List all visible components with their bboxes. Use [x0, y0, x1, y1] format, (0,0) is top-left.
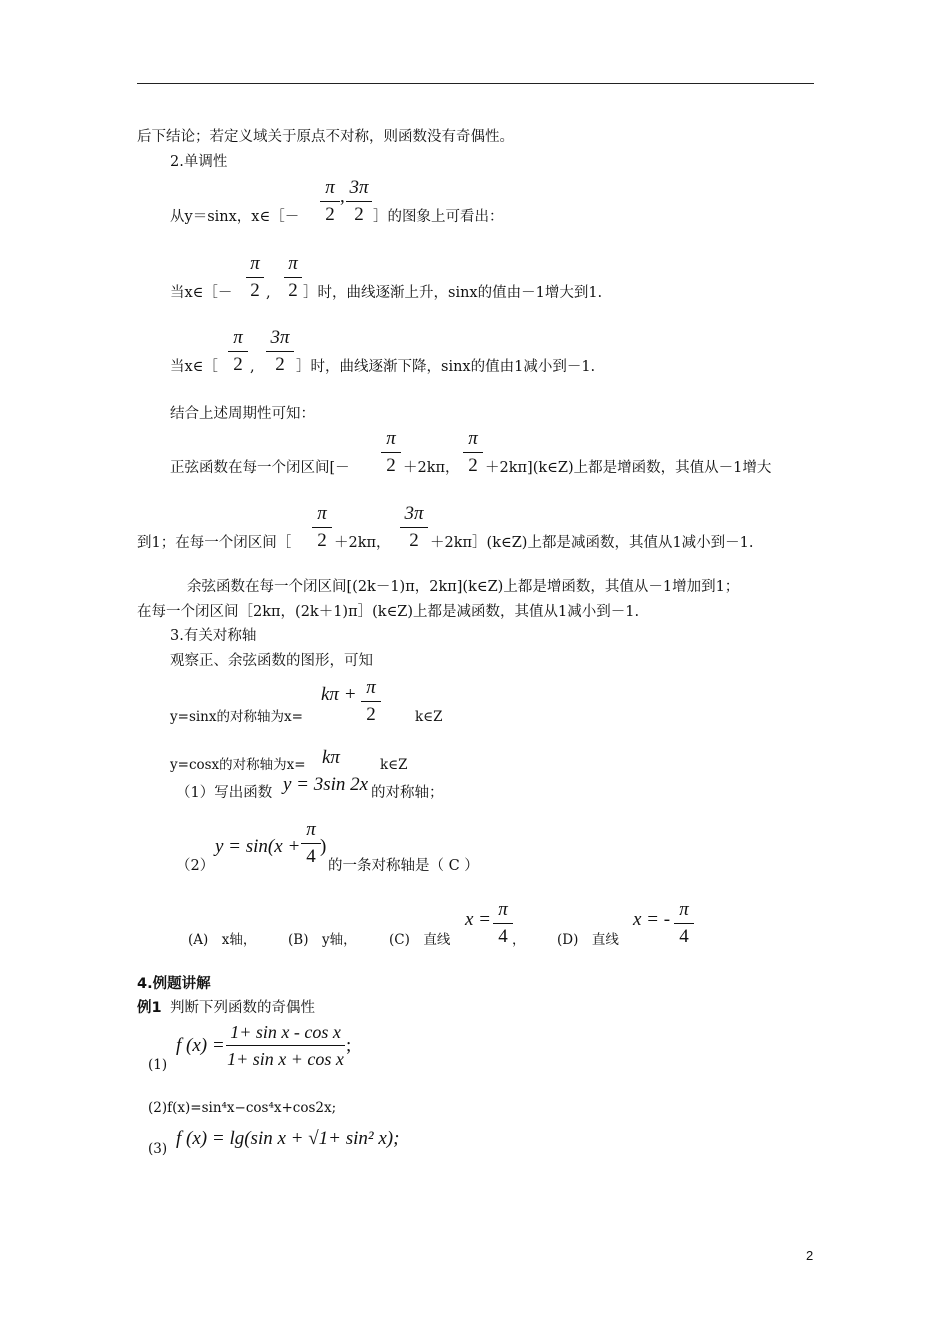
text-line: ＋2kπ］(k∈Z)上都是减函数，其值从1减小到－1. — [430, 535, 754, 551]
text-line: ］时，曲线逐渐下降，sinx的值由1减小到－1. — [296, 359, 596, 375]
text-line: y=cosx的对称轴为x= — [170, 757, 306, 773]
choice-d: (D) 直线 — [557, 932, 619, 948]
text-line: k∈Z — [415, 709, 443, 725]
header-rule — [137, 83, 814, 84]
fraction-pi-4: π 4 — [301, 819, 321, 868]
item-label: (1) — [148, 1057, 168, 1073]
section-heading: 4.例题讲解 — [137, 976, 211, 992]
section-heading: 3.有关对称轴 — [170, 628, 257, 644]
text-line: ］时，曲线逐渐上升，sinx的值由－1增大到1. — [303, 285, 603, 301]
fraction-pi-2: π 2 — [381, 428, 401, 477]
text-line: ＋2kπ， — [403, 460, 460, 476]
fraction-3pi-2: 3π 2 — [266, 327, 294, 376]
page-number: 2 — [806, 1248, 814, 1263]
math-semicolon: ; — [346, 1035, 352, 1056]
item-label: (3) — [148, 1141, 168, 1157]
fraction-pi-2: π 2 — [228, 327, 248, 376]
choice-c: (C) 直线 — [389, 932, 451, 948]
section-heading: 2.单调性 — [170, 154, 228, 170]
text-line: 当x∈［ — [170, 359, 218, 375]
text-line: y=sinx的对称轴为x= — [170, 709, 303, 725]
choice-a: (A) x轴， — [188, 932, 257, 948]
fraction-pi-4: π 4 — [674, 899, 694, 948]
text-line: 正弦函数在每一个闭区间[－ — [170, 460, 350, 476]
text-line: 观察正、余弦函数的图形，可知 — [170, 653, 373, 669]
math-k-pi: kπ — [322, 747, 340, 768]
text-line: ＋2kπ， — [334, 535, 391, 551]
text-line: (2)f(x)=sin⁴x−cos⁴x+cos2x; — [148, 1100, 337, 1116]
math-k-pi-plus: kπ + — [321, 684, 357, 705]
text-comma: ， — [512, 932, 526, 948]
fraction-pi-2: π 2 — [361, 677, 381, 726]
text-line: 的对称轴； — [371, 785, 444, 801]
text-comma: , — [250, 359, 255, 375]
example-label: 例1 — [137, 1000, 162, 1016]
text-line: 在每一个闭区间［2kπ，(2k＋1)π］(k∈Z)上都是减函数，其值从1减小到－1. — [137, 604, 640, 620]
text-line: 从y＝sinx，x∈［－ — [170, 209, 300, 225]
fraction-3pi-2: 3π 2 — [400, 503, 428, 552]
math-y-3sin2x: y = 3sin 2x — [283, 774, 369, 795]
text-comma: , — [266, 285, 271, 301]
fraction-pi-2: π 2 — [284, 253, 302, 302]
fraction-pi-2: π 2 — [246, 253, 264, 302]
text-line: （2） — [176, 858, 215, 874]
text-line: 结合上述周期性可知： — [170, 406, 315, 422]
choice-b: (B) y轴， — [288, 932, 357, 948]
text-line: ＋2kπ](k∈Z)上都是增函数，其值从－1增大 — [485, 460, 772, 476]
fraction-fx1: 1+ sin x - cos x 1+ sin x + cos x — [227, 1022, 344, 1069]
math-x-eq: x = — [465, 909, 492, 930]
math-fx3: f (x) = lg(sin x + √1+ sin² x); — [176, 1128, 400, 1149]
text-line: k∈Z — [380, 757, 408, 773]
text-line: 后下结论；若定义域关于原点不对称，则函数没有奇偶性。 — [137, 129, 514, 145]
math-y-sin: y = sin(x + — [215, 836, 301, 857]
fraction-pi-2: π 2 — [463, 428, 483, 477]
text-line: 到1；在每一个闭区间［ — [137, 535, 292, 551]
fraction-3pi-2: 3π 2 — [346, 177, 372, 226]
text-line: 当x∈［－ — [170, 285, 233, 301]
text-line: 判断下列函数的奇偶性 — [170, 1000, 315, 1016]
text-line: 的一条对称轴是（ C ） — [328, 858, 479, 874]
text-line: （1）写出函数 — [176, 785, 273, 801]
math-comma: , — [340, 186, 345, 207]
fraction-pi-2: π 2 — [320, 177, 340, 226]
text-line: 余弦函数在每一个闭区间[(2k－1)π，2kπ](k∈Z)上都是增函数，其值从－1增加到1； — [187, 579, 740, 595]
text-line: ］的图象上可看出： — [373, 209, 504, 225]
fraction-pi-2: π 2 — [312, 503, 332, 552]
fraction-pi-4: π 4 — [493, 899, 513, 948]
math-fx-lhs: f (x) = — [176, 1035, 225, 1056]
math-x-eq-neg: x = - — [633, 909, 671, 930]
math-paren: ) — [320, 836, 327, 857]
